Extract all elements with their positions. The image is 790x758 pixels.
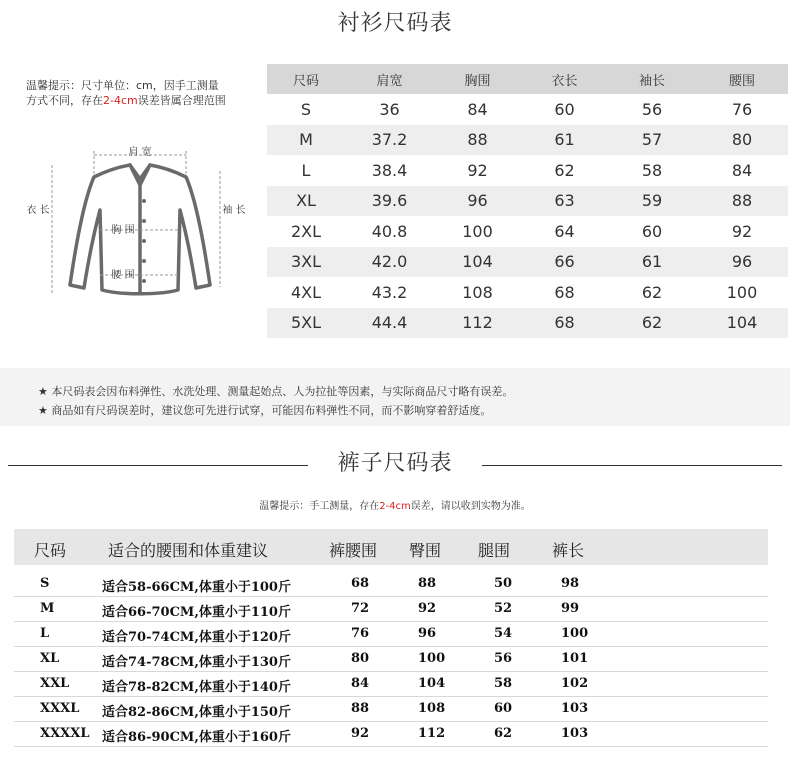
pants-cell-thigh: 62: [494, 726, 513, 741]
shirt-col-length: 衣长: [521, 64, 608, 94]
table-cell: 42.0: [345, 247, 434, 278]
table-cell: 100: [726, 282, 758, 302]
table-cell: 66: [521, 247, 608, 278]
pants-cell-suggestion: 适合58-66CM,体重小于100斤: [102, 580, 291, 595]
pants-tip-error-range: 2-4cm: [379, 501, 411, 512]
table-cell: XL: [267, 186, 345, 217]
table-cell: 108: [462, 282, 493, 302]
shirt-outline: [70, 165, 210, 294]
table-cell: 92: [731, 221, 753, 241]
table-row: [267, 308, 788, 339]
pants-cell-waist: 88: [351, 701, 370, 716]
table-row: [14, 597, 768, 622]
pants-cell-length: 103: [561, 726, 589, 741]
table-cell: 61: [521, 125, 608, 156]
shirt-col-chest: 胸围: [434, 64, 521, 94]
pants-cell-length: 98: [561, 576, 580, 591]
shirt-measurement-diagram: [20, 135, 260, 310]
pants-col-suggestion: 适合的腰围和体重建议: [108, 541, 269, 560]
table-cell: 84: [731, 160, 753, 180]
table-cell: 58: [641, 160, 663, 180]
diagram-label-shoulder: 肩 宽: [128, 147, 152, 158]
table-cell: 56: [641, 99, 663, 119]
table-cell: 62: [554, 160, 575, 180]
table-row: [14, 672, 768, 697]
pants-cell-size: XXXL: [40, 701, 80, 716]
shirt-notes-panel: [0, 368, 790, 426]
table-cell: 38.4: [371, 160, 408, 180]
shirt-measure-tip: [26, 78, 256, 108]
shirt-size-table: [267, 64, 788, 338]
table-cell: M: [267, 125, 345, 156]
table-row: [267, 125, 788, 156]
pants-cell-hip: 112: [418, 726, 446, 741]
shirt-note-1: ★ 本尺码表会因布料弹性、水洗处理、测量起始点、人为拉扯等因素，与实际商品尺寸略有误差。: [38, 385, 514, 398]
pants-measure-tip: [0, 497, 790, 512]
pants-cell-length: 102: [561, 676, 589, 691]
diagram-label-waist: 腰 围: [111, 270, 135, 281]
table-row: [14, 622, 768, 647]
pants-cell-thigh: 56: [494, 651, 513, 666]
shirt-col-sleeve: 袖长: [608, 64, 696, 94]
table-cell: 61: [608, 247, 696, 278]
pants-cell-length: 99: [561, 601, 580, 616]
table-cell: 62: [608, 308, 696, 339]
table-cell: 68: [554, 282, 575, 302]
diagram-label-length: 衣 长: [26, 205, 50, 216]
table-cell: 88: [696, 186, 788, 217]
pants-cell-suggestion: 适合86-90CM,体重小于160斤: [102, 730, 291, 745]
table-cell: 96: [696, 247, 788, 278]
table-cell: 68: [521, 308, 608, 339]
table-row: [14, 647, 768, 672]
pants-cell-waist: 84: [351, 676, 370, 691]
pants-cell-size: S: [40, 576, 50, 591]
pants-cell-waist: 68: [351, 576, 370, 591]
pants-cell-waist: 92: [351, 726, 370, 741]
pants-cell-thigh: 50: [494, 576, 513, 591]
pants-col-thigh: 腿围: [478, 541, 511, 560]
table-cell: 104: [696, 308, 788, 339]
pants-cell-length: 103: [561, 701, 589, 716]
table-cell: 104: [434, 247, 521, 278]
table-row: [267, 186, 788, 217]
row-divider: [14, 746, 768, 747]
table-cell: 60: [554, 99, 575, 119]
shirt-col-waist: 腰围: [696, 64, 788, 94]
pants-cell-size: XXXXL: [40, 726, 90, 741]
table-cell: 80: [696, 125, 788, 156]
pants-cell-hip: 108: [418, 701, 446, 716]
table-cell: 84: [467, 99, 488, 119]
pants-cell-size: M: [40, 601, 55, 616]
pants-cell-waist: 72: [351, 601, 370, 616]
table-cell: 2XL: [290, 221, 322, 241]
pants-cell-length: 100: [561, 626, 589, 641]
pants-cell-suggestion: 适合74-78CM,体重小于130斤: [102, 655, 291, 670]
pants-cell-suggestion: 适合70-74CM,体重小于120斤: [102, 630, 291, 645]
table-cell: 100: [462, 221, 493, 241]
pants-cell-hip: 104: [418, 676, 446, 691]
pants-cell-waist: 80: [351, 651, 370, 666]
table-cell: 40.8: [371, 221, 408, 241]
table-cell: 96: [434, 186, 521, 217]
table-cell: 37.2: [345, 125, 434, 156]
table-cell: 36: [379, 99, 400, 119]
diagram-label-sleeve: 袖 长: [222, 205, 246, 216]
table-cell: 43.2: [371, 282, 408, 302]
shirt-table-header: [267, 64, 788, 94]
pants-cell-thigh: 58: [494, 676, 513, 691]
table-cell: 3XL: [267, 247, 345, 278]
pants-cell-size: L: [40, 626, 50, 641]
pants-cell-thigh: 52: [494, 601, 513, 616]
shirt-col-shoulder: 肩宽: [345, 64, 434, 94]
pants-cell-waist: 76: [351, 626, 370, 641]
table-cell: 112: [434, 308, 521, 339]
shirt-tip-error-range: 2-4cm: [103, 94, 138, 107]
table-row: [267, 155, 788, 186]
table-row: [14, 722, 768, 747]
pants-tip-text-b: 误差，请以收到实物为准。: [410, 501, 531, 512]
pants-cell-hip: 100: [418, 651, 446, 666]
table-row: [14, 572, 768, 597]
table-cell: 57: [608, 125, 696, 156]
pants-cell-suggestion: 适合66-70CM,体重小于110斤: [102, 605, 291, 620]
pants-cell-size: XL: [40, 651, 60, 666]
table-cell: 60: [641, 221, 663, 241]
pants-cell-hip: 88: [418, 576, 437, 591]
shirt-tip-text-b: 误差皆属合理范围: [137, 94, 226, 107]
shirt-chart-title: 衬衫尺码表: [337, 11, 453, 36]
table-cell: 63: [521, 186, 608, 217]
table-cell: 5XL: [267, 308, 345, 339]
table-cell: 4XL: [290, 282, 322, 302]
pants-cell-hip: 96: [418, 626, 437, 641]
table-cell: 59: [608, 186, 696, 217]
table-cell: 92: [467, 160, 488, 180]
shirt-buttons: [142, 199, 146, 283]
pants-cell-suggestion: 适合82-86CM,体重小于150斤: [102, 705, 291, 720]
table-cell: 64: [554, 221, 575, 241]
shirt-col-size: 尺码: [267, 64, 345, 94]
table-row: [267, 247, 788, 278]
table-cell: 44.4: [345, 308, 434, 339]
table-row: [14, 697, 768, 722]
pants-cell-size: XXL: [40, 676, 70, 691]
table-cell: 76: [731, 99, 753, 119]
table-cell: 39.6: [345, 186, 434, 217]
table-row: [267, 216, 788, 247]
pants-col-hip: 臀围: [409, 541, 442, 560]
pants-cell-thigh: 54: [494, 626, 513, 641]
table-cell: 88: [434, 125, 521, 156]
diagram-label-chest: 胸 围: [111, 225, 135, 236]
pants-cell-hip: 92: [418, 601, 437, 616]
pants-cell-thigh: 60: [494, 701, 513, 716]
table-row: [267, 94, 788, 125]
pants-cell-length: 101: [561, 651, 589, 666]
pants-col-size: 尺码: [34, 541, 67, 560]
table-cell: L: [301, 160, 311, 180]
pants-table-header: [14, 529, 768, 565]
shirt-tip-text-a: 方式不同，存在: [26, 94, 103, 107]
pants-tip-text-a: 温馨提示：手工测量，存在: [259, 501, 380, 512]
pants-col-waist: 裤腰围: [329, 541, 378, 560]
table-cell: S: [300, 99, 312, 119]
pants-chart-title: 裤子尺码表: [337, 451, 453, 476]
table-row: [267, 277, 788, 308]
shirt-note-2: ★ 商品如有尺码误差时，建议您可先进行试穿，可能因布料弹性不同，而不影响穿着舒适度。: [38, 404, 492, 417]
pants-cell-suggestion: 适合78-82CM,体重小于140斤: [102, 680, 291, 695]
pants-col-length: 裤长: [552, 541, 585, 560]
table-cell: 62: [641, 282, 663, 302]
shirt-tip-line2: [26, 93, 256, 108]
shirt-tip-line1: 温馨提示：尺寸单位：cm，因手工测量: [26, 79, 219, 92]
